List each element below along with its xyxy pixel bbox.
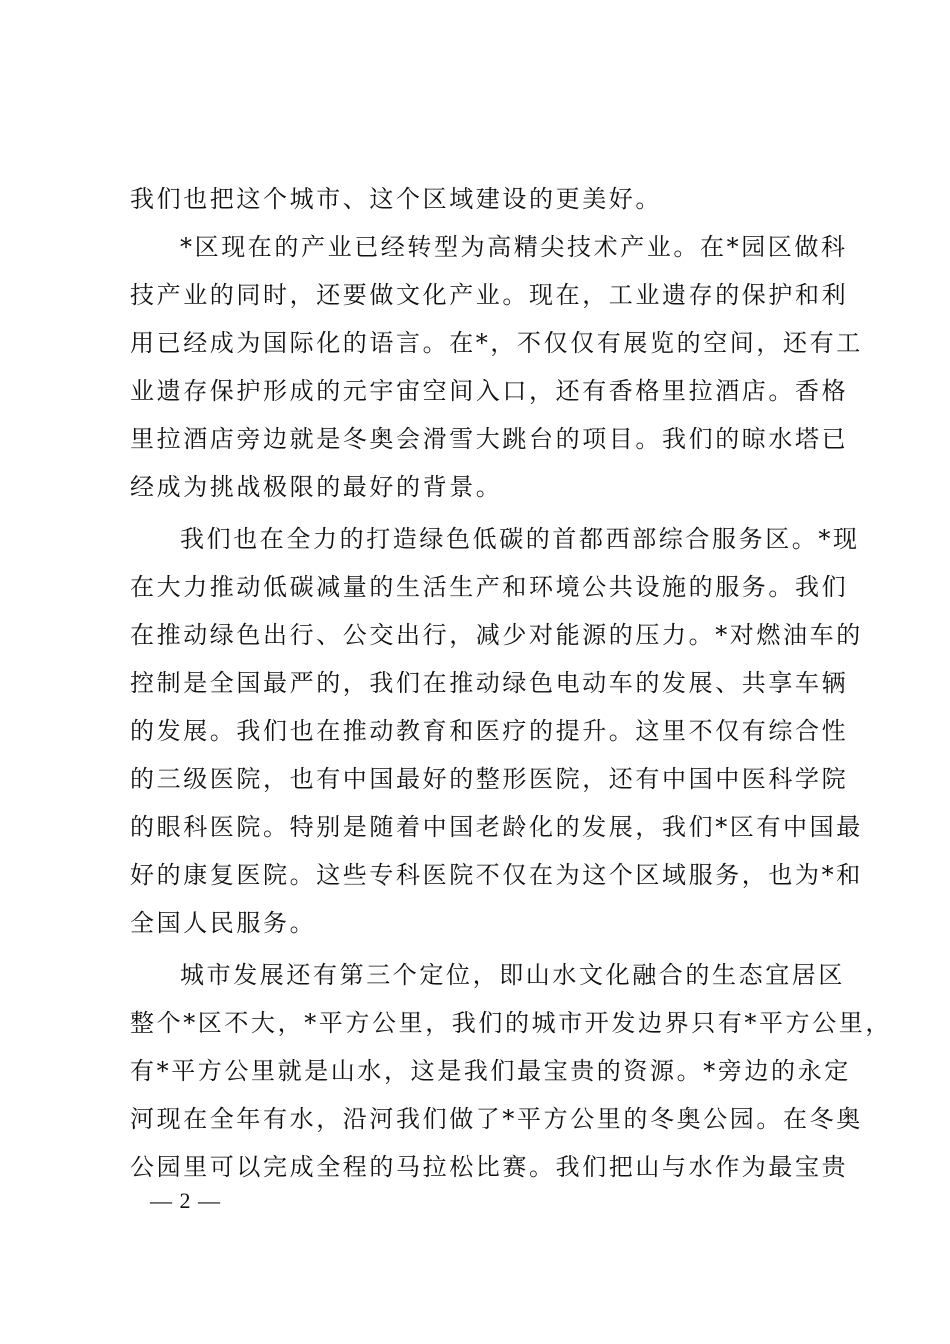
paragraph-start-line: 城市发展还有第三个定位，即山水文化融合的生态宜居区 [180, 961, 845, 989]
text-line: 在大力推动低碳减量的生活生产和环境公共设施的服务。我们 [130, 573, 849, 601]
text-line: 我们也把这个城市、这个区域建设的更美好。 [130, 185, 662, 213]
text-line: 在推动绿色出行、公交出行，减少对能源的压力。*对燃油车的 [130, 621, 863, 649]
body-text [130, 175, 892, 1191]
text-line: 业遗存保护形成的元宇宙空间入口，还有香格里拉酒店。香格 [130, 377, 849, 405]
text-line: 好的康复医院。这些专科医院不仅在为这个区域服务，也为*和 [130, 861, 863, 889]
text-line: 的三级医院，也有中国最好的整形医院，还有中国中医科学院 [130, 765, 849, 793]
text-line: 经成为挑战极限的最好的背景。 [130, 473, 503, 501]
text-line: 控制是全国最严的，我们在推动绿色电动车的发展、共享车辆 [130, 669, 849, 697]
paragraph-start-line: *区现在的产业已经转型为高精尖技术产业。在*园区做科 [180, 233, 848, 261]
paragraph-start-line: 我们也在全力的打造绿色低碳的首都西部综合服务区。*现 [180, 525, 860, 553]
text-line: 公园里可以完成全程的马拉松比赛。我们把山与水作为最宝贵 [130, 1153, 849, 1181]
text-line: 用已经成为国际化的语言。在*，不仅仅有展览的空间，还有工 [130, 329, 863, 357]
text-line: 河现在全年有水，沿河我们做了*平方公里的冬奥公园。在冬奥 [130, 1105, 863, 1133]
text-line: 的发展。我们也在推动教育和医疗的提升。这里不仅有综合性 [130, 717, 849, 745]
text-line: 全国人民服务。 [130, 909, 317, 937]
text-line: 的眼科医院。特别是随着中国老龄化的发展，我们*区有中国最 [130, 813, 863, 841]
text-line: 整个*区不大，*平方公里，我们的城市开发边界只有*平方公里， [130, 1009, 892, 1037]
text-line: 有*平方公里就是山水，这是我们最宝贵的资源。*旁边的永定 [130, 1057, 851, 1085]
text-line: 技产业的同时，还要做文化产业。现在，工业遗存的保护和利 [130, 281, 849, 309]
page-number: — 2 — [150, 1188, 221, 1213]
text-line: 里拉酒店旁边就是冬奥会滑雪大跳台的项目。我们的晾水塔已 [130, 425, 849, 453]
